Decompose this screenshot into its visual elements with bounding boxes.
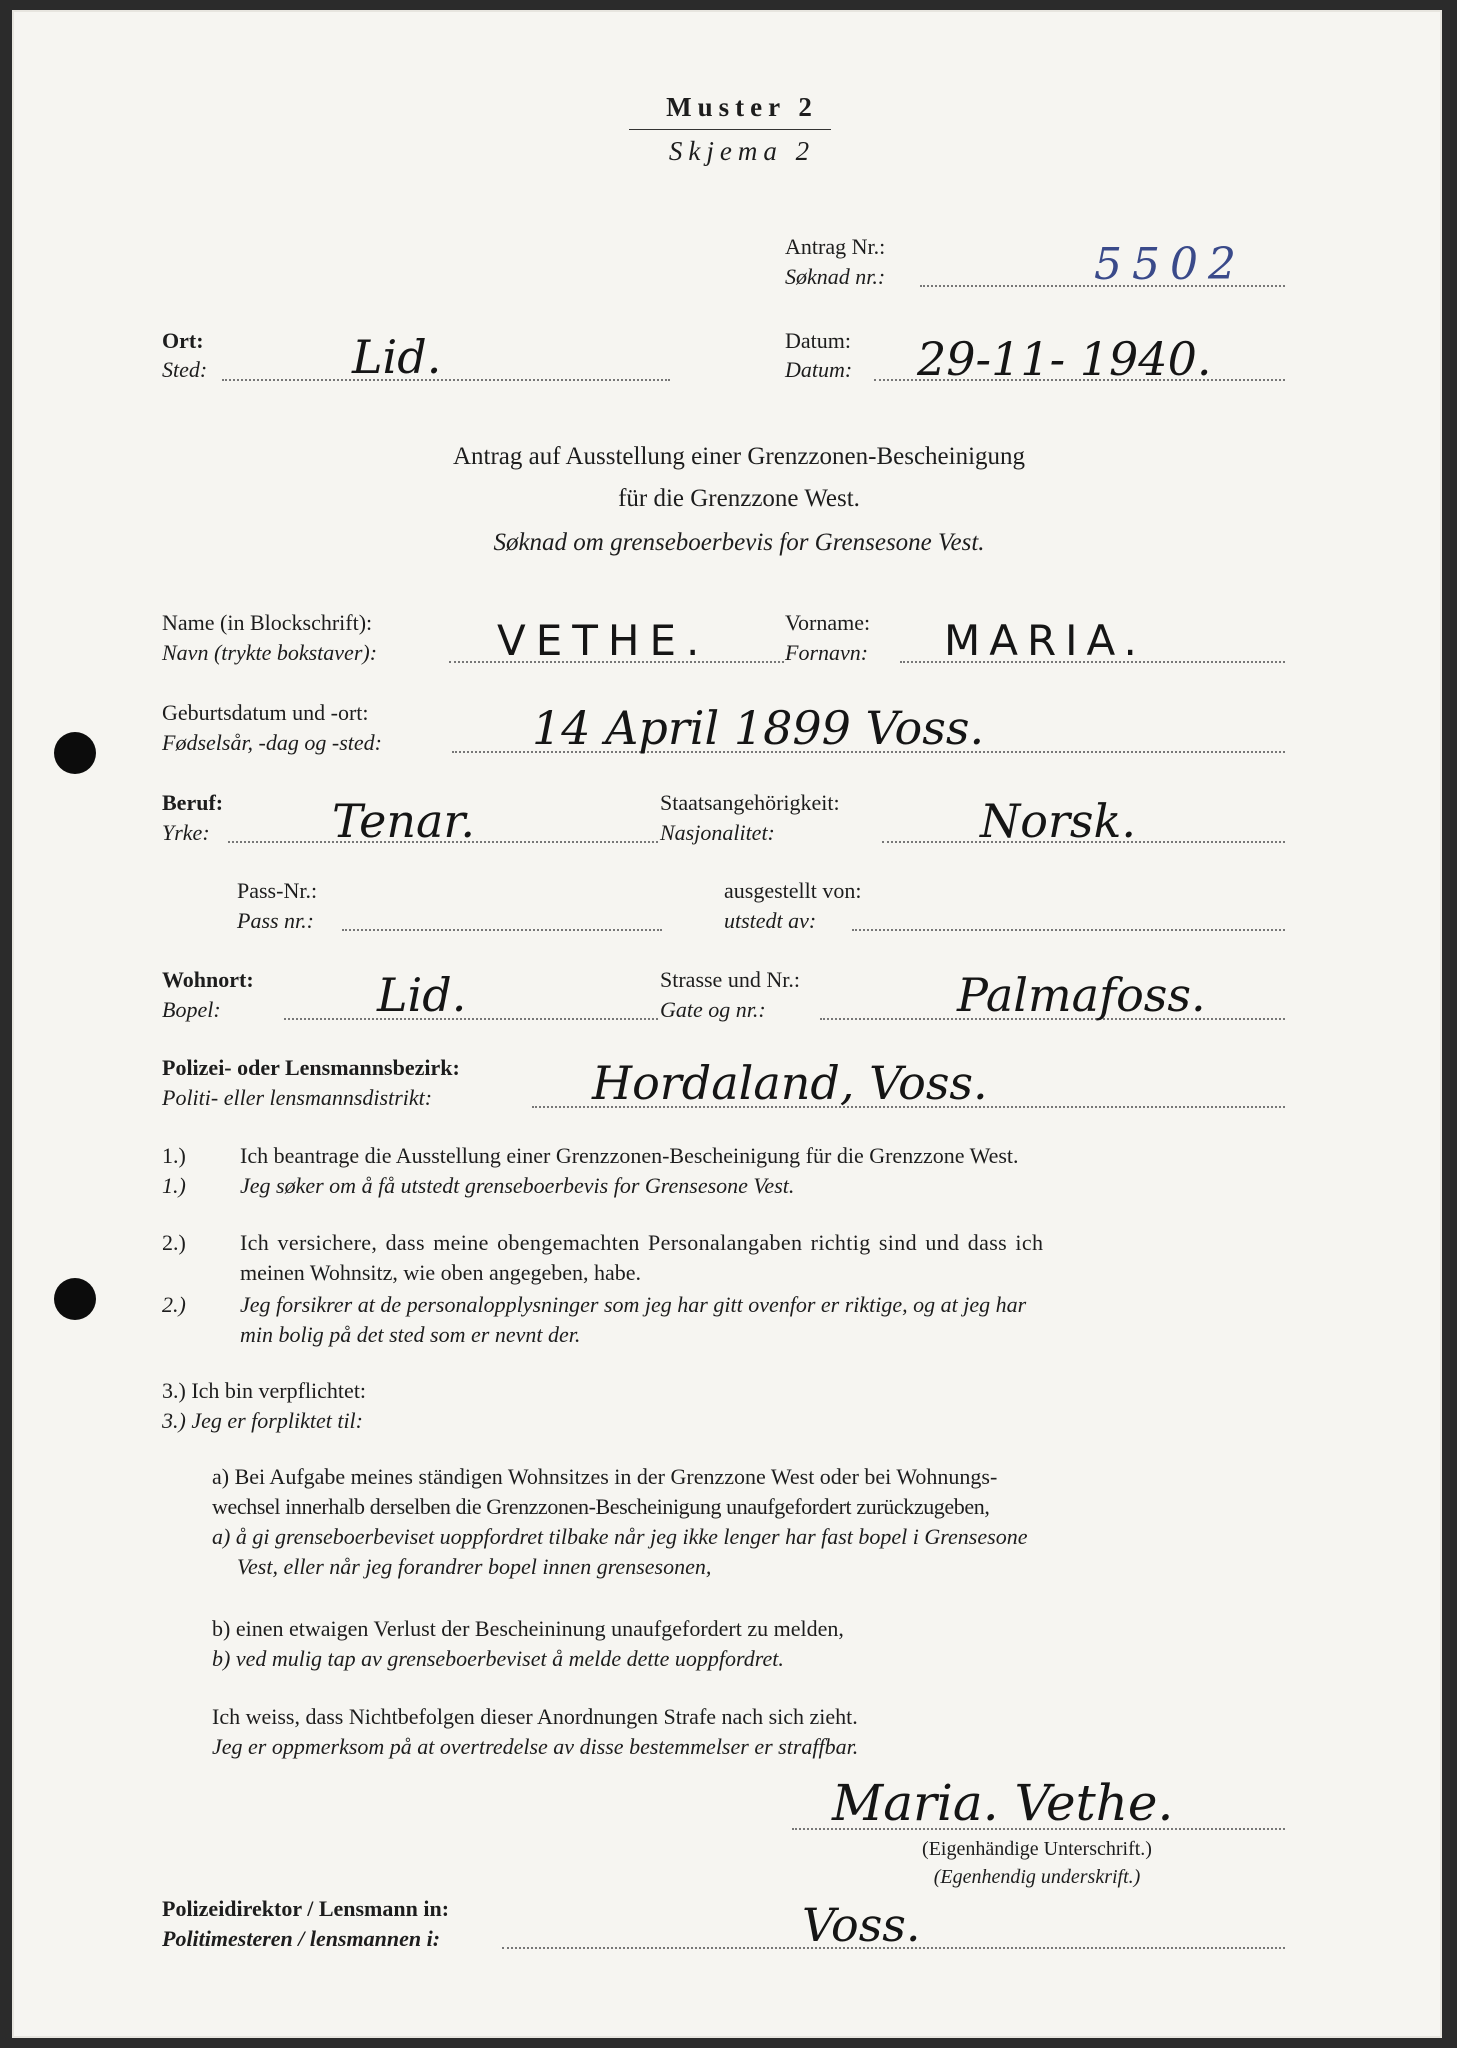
ort-label-de: Ort: bbox=[162, 328, 204, 353]
p1-text-no: Jeg søker om å få utstedt grenseboerbevis for Grensesone Vest. bbox=[240, 1173, 795, 1198]
name-label-no: Navn (trykte bokstaver): bbox=[162, 640, 378, 665]
p3a-no-1: a) å gi grenseboerbeviset uoppfordret tilbake når jeg ikke lenger har fast bopel i Grensesone bbox=[212, 1524, 1028, 1549]
title-line-2: für die Grenzzone West. bbox=[618, 485, 860, 512]
p3a-de-2: wechsel innerhalb derselben die Grenzzonen-Bescheinigung unaufgefordert zurückzugeben, bbox=[212, 1494, 990, 1519]
p2-text-no-1: Jeg forsikrer at de personalopplysninger som jeg har gitt ovenfor er riktige, og at jeg har bbox=[240, 1292, 1027, 1317]
datum-value: 29-11- 1940. bbox=[917, 332, 1212, 386]
datum-label-de: Datum: bbox=[785, 328, 851, 353]
geburt-label-no: Fødselsår, -dag og -sted: bbox=[162, 730, 382, 755]
p3b-de: b) einen etwaigen Verlust der Bescheininung unaufgefordert zu melden, bbox=[212, 1616, 844, 1641]
vorname-label-de: Vorname: bbox=[785, 610, 871, 635]
form-sheet bbox=[12, 10, 1442, 2038]
ort-field-line bbox=[222, 379, 670, 381]
header-muster: Muster 2 bbox=[666, 92, 818, 122]
datum-label-no: Datum: bbox=[785, 357, 853, 382]
header-rule bbox=[629, 129, 831, 130]
signature-label-no: (Egenhendig underskrift.) bbox=[933, 1866, 1141, 1888]
header-skjema: Skjema 2 bbox=[668, 136, 816, 166]
beruf-value: Tenar. bbox=[332, 794, 475, 848]
p3-heading-de: 3.) Ich bin verpflichtet: bbox=[162, 1378, 367, 1403]
ort-label-no: Sted: bbox=[162, 357, 208, 382]
p3-heading-no: 3.) Jeg er forpliktet til: bbox=[162, 1408, 363, 1433]
geburt-label-de: Geburtsdatum und -ort: bbox=[162, 700, 369, 725]
vorname-label-no: Fornavn: bbox=[785, 640, 869, 665]
wohnort-label-de: Wohnort: bbox=[162, 967, 254, 992]
direktor-label-de: Polizeidirektor / Lensmann in: bbox=[162, 1896, 450, 1921]
p3-final-no: Jeg er oppmerksom på at overtredelse av disse bestemmelser er straffbar. bbox=[212, 1734, 859, 1759]
punch-hole-top bbox=[54, 732, 96, 774]
name-value: VETHE. bbox=[497, 616, 710, 665]
direktor-value: Voss. bbox=[802, 1898, 921, 1952]
p2-text-de-1: Ich versichere, dass meine obengemachten Personalangaben richtig sind und dass ich bbox=[240, 1230, 1044, 1255]
punch-hole-bottom bbox=[54, 1278, 96, 1320]
antrag-label-de: Antrag Nr.: bbox=[785, 234, 886, 259]
vorname-value: MARIA. bbox=[944, 616, 1146, 665]
strasse-label-no: Gate og nr.: bbox=[660, 997, 766, 1022]
polizei-value: Hordaland, Voss. bbox=[592, 1056, 988, 1110]
p2-number-de: 2.) bbox=[162, 1230, 186, 1255]
strasse-label-de: Strasse und Nr.: bbox=[660, 967, 800, 992]
p2-text-no-2: min bolig på det sted som er nevnt der. bbox=[240, 1322, 581, 1347]
ausgestellt-field-line bbox=[852, 929, 1285, 931]
p3-final-de: Ich weiss, dass Nichtbefolgen dieser Anordnungen Strafe nach sich zieht. bbox=[212, 1704, 858, 1729]
pass-field-line bbox=[342, 929, 662, 931]
pass-label-no: Pass nr.: bbox=[237, 908, 315, 933]
antrag-value: 5502 bbox=[1094, 239, 1246, 290]
polizei-label-no: Politi- eller lensmannsdistrikt: bbox=[162, 1085, 433, 1110]
beruf-label-de: Beruf: bbox=[162, 790, 224, 815]
p1-number-de: 1.) bbox=[162, 1143, 186, 1168]
wohnort-field-line bbox=[284, 1018, 658, 1020]
p3a-de-1: a) Bei Aufgabe meines ständigen Wohnsitzes in der Grenzzone West oder bei Wohnungs- bbox=[212, 1464, 998, 1489]
signature-label-de: (Eigenhändige Unterschrift.) bbox=[922, 1838, 1152, 1860]
signature-line bbox=[792, 1828, 1285, 1830]
name-label-de: Name (in Blockschrift): bbox=[162, 610, 373, 635]
staat-label-no: Nasjonalitet: bbox=[660, 820, 775, 845]
title-line-1: Antrag auf Ausstellung einer Grenzzonen-Bescheinigung bbox=[452, 443, 1026, 470]
antrag-label-no: Søknad nr.: bbox=[785, 264, 886, 289]
p3b-no: b) ved mulig tap av grenseboerbeviset å melde dette uoppfordret. bbox=[212, 1646, 784, 1671]
wohnort-value: Lid. bbox=[377, 968, 467, 1022]
direktor-label-no: Politimesteren / lensmannen i: bbox=[162, 1926, 441, 1951]
pass-label-de: Pass-Nr.: bbox=[237, 878, 318, 903]
p3a-no-2: Vest, eller når jeg forandrer bopel innen grensesonen, bbox=[237, 1554, 712, 1579]
p1-text-de: Ich beantrage die Ausstellung einer Grenzzonen-Bescheinigung für die Grenzzone West. bbox=[240, 1143, 1019, 1168]
geburt-value: 14 April 1899 Voss. bbox=[532, 701, 985, 755]
polizei-label-de: Polizei- oder Lensmannsbezirk: bbox=[162, 1055, 460, 1080]
ausgestellt-label-de: ausgestellt von: bbox=[724, 878, 862, 903]
ausgestellt-label-no: utstedt av: bbox=[724, 908, 817, 933]
p2-number-no: 2.) bbox=[162, 1292, 186, 1317]
staat-value: Norsk. bbox=[980, 794, 1137, 848]
p2-text-de-2: meinen Wohnsitz, wie oben angegeben, habe. bbox=[240, 1260, 642, 1285]
p1-number-no: 1.) bbox=[162, 1173, 186, 1198]
strasse-value: Palmafoss. bbox=[957, 968, 1206, 1022]
signature-value: Maria. Vethe. bbox=[832, 1774, 1174, 1832]
staat-label-de: Staatsangehörigkeit: bbox=[660, 790, 840, 815]
title-line-3: Søknad om grenseboerbevis for Grensesone Vest. bbox=[493, 529, 985, 556]
wohnort-label-no: Bopel: bbox=[162, 997, 221, 1022]
ort-value: Lid. bbox=[352, 330, 442, 384]
beruf-label-no: Yrke: bbox=[162, 820, 210, 845]
